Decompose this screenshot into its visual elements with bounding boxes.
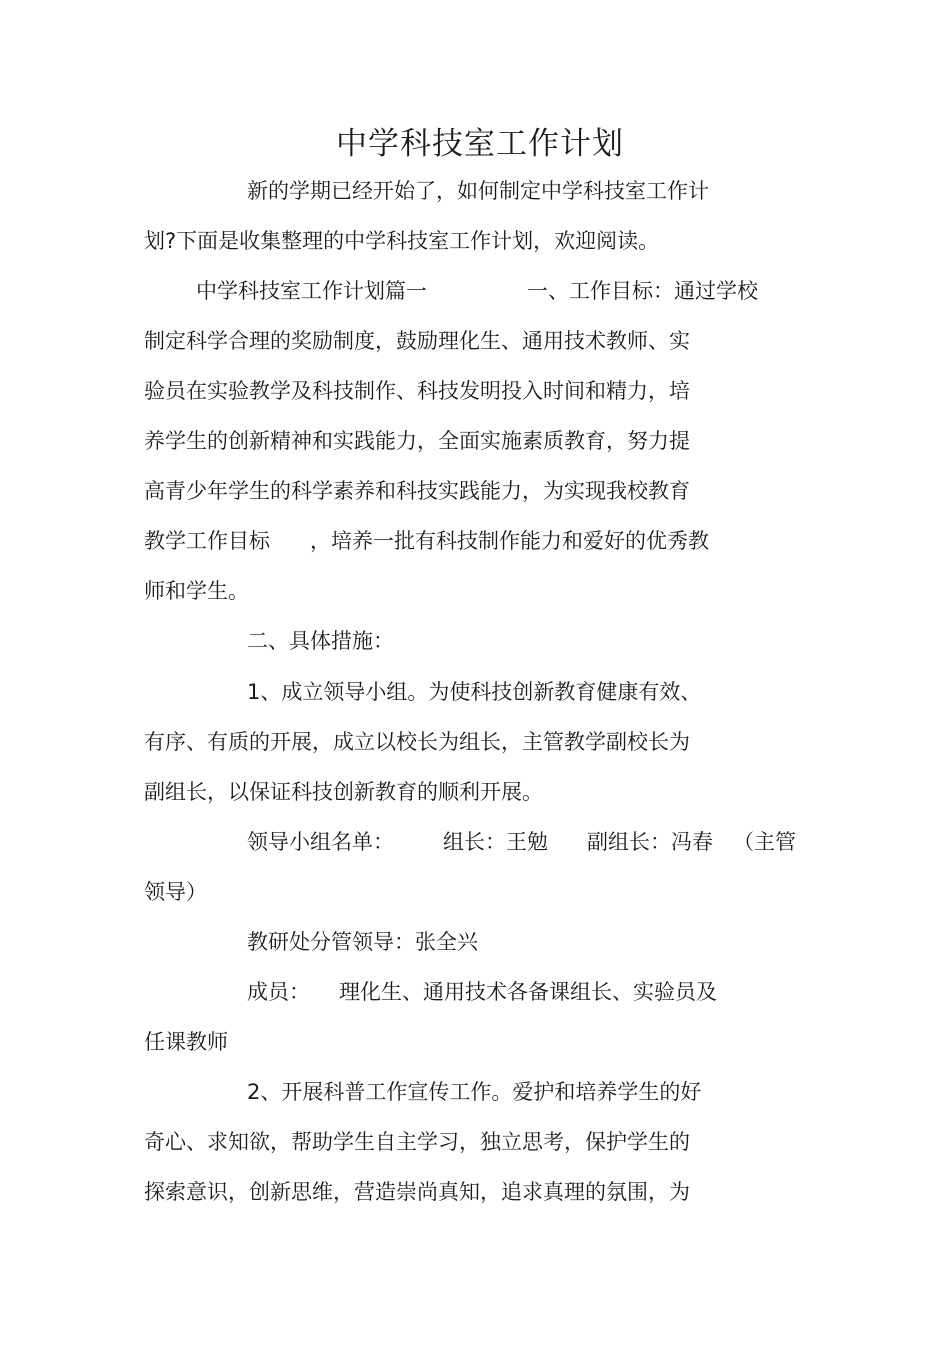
paragraph-line: 高青少年学生的科学素养和科技实践能力，为实现我校教育: [144, 479, 690, 503]
paragraph-line: 副组长，以保证科技创新教育的顺利开展。: [144, 780, 543, 804]
paragraph-line: 有序、有质的开展，成立以校长为组长，主管教学副校长为: [144, 730, 690, 754]
list-item: 组长：王勉: [443, 830, 548, 854]
section-heading: 中学科技室工作计划篇一: [196, 279, 427, 303]
paragraph-line: 教学工作目标: [144, 529, 270, 553]
list-label: 领导小组名单：: [247, 830, 394, 854]
paragraph-line: 养学生的创新精神和实践能力，全面实施素质教育，努力提: [144, 429, 690, 453]
paragraph-line: 1、成立领导小组。为使科技创新教育健康有效、: [247, 680, 702, 704]
paragraph-line: 师和学生。: [144, 579, 249, 603]
list-item: 副组长：冯春: [587, 830, 713, 854]
document-title: 中学科技室工作计划: [336, 126, 624, 162]
paragraph-line: 一、工作目标：通过学校: [527, 279, 758, 303]
paragraph-line: 领导）: [144, 880, 207, 904]
list-item: 理化生、通用技术各备课组长、实验员及: [339, 980, 717, 1004]
paragraph-line: 制定科学合理的奖励制度，鼓励理化生、通用技术教师、实: [144, 329, 690, 353]
paragraph-line: 奇心、求知欲，帮助学生自主学习，独立思考，保护学生的: [144, 1130, 690, 1154]
paragraph-line: 探索意识，创新思维，营造崇尚真知，追求真理的氛围，为: [144, 1180, 690, 1204]
paragraph-line: 验员在实验教学及科技制作、科技发明投入时间和精力，培: [144, 379, 690, 403]
section-heading: 二、具体措施：: [247, 629, 394, 653]
list-item: 教研处分管领导：张全兴: [247, 930, 478, 954]
paragraph-line: 划?下面是收集整理的中学科技室工作计划，欢迎阅读。: [144, 229, 660, 253]
list-label: 成员：: [247, 980, 310, 1004]
paragraph-line: 任课教师: [144, 1030, 228, 1054]
list-item: （主管: [733, 830, 796, 854]
paragraph-line: ，培养一批有科技制作能力和爱好的优秀教: [310, 529, 709, 553]
paragraph-line: 新的学期已经开始了，如何制定中学科技室工作计: [247, 179, 709, 203]
paragraph-line: 2、开展科普工作宣传工作。爱护和培养学生的好: [247, 1080, 702, 1104]
